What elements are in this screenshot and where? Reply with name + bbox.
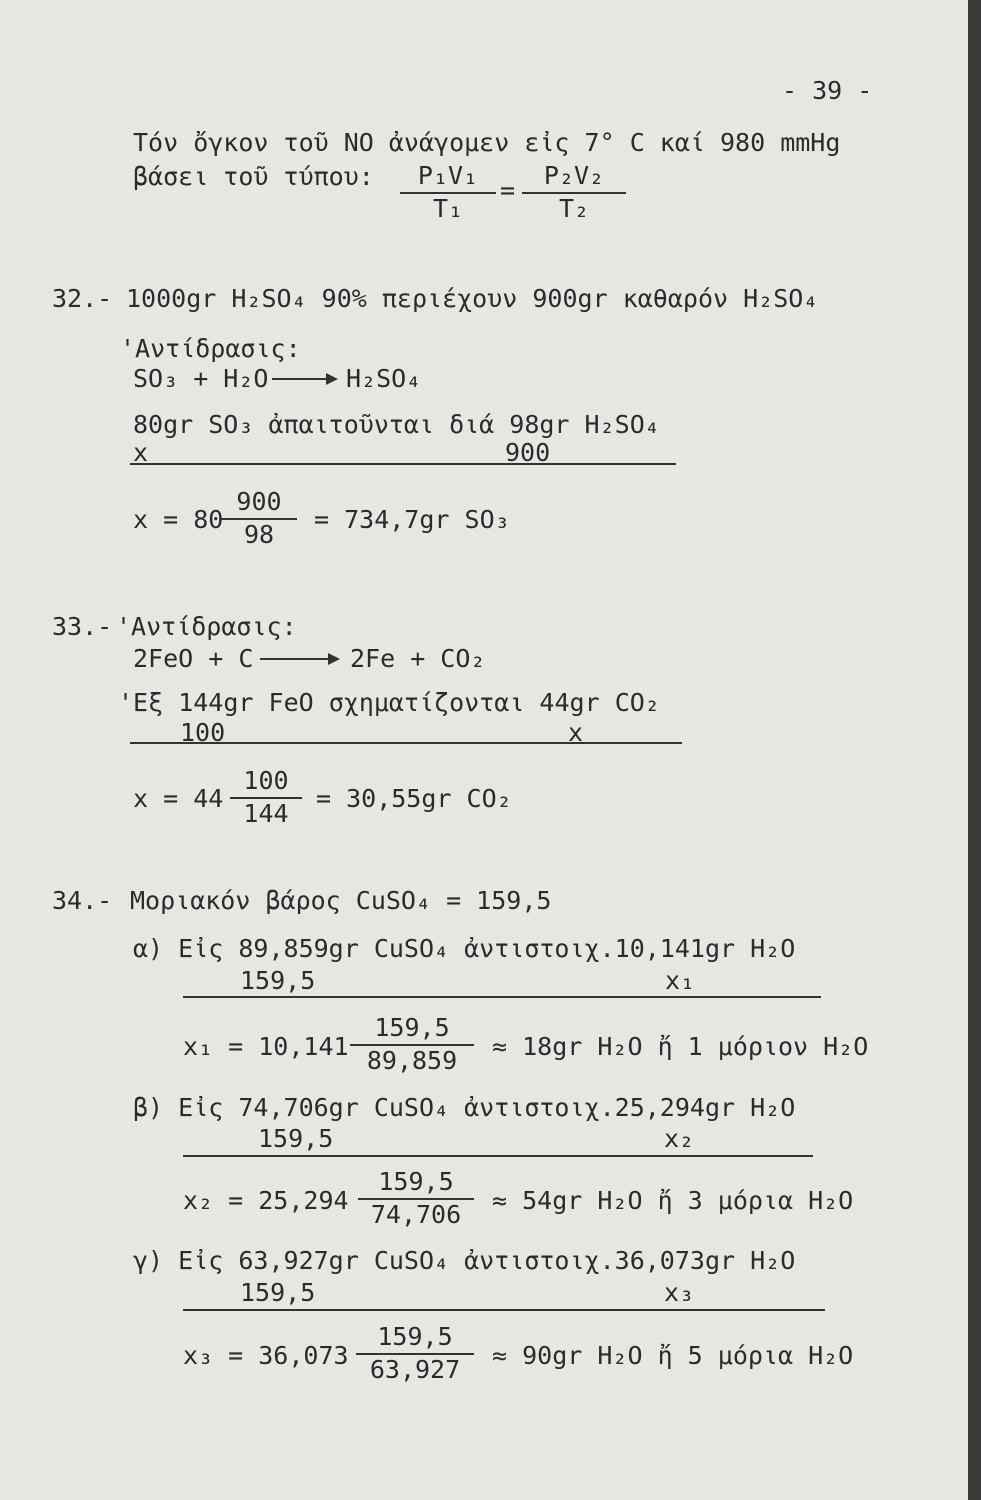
problem-34a-proportion-x: x₁ [665, 966, 696, 995]
proportion-rule [183, 1155, 813, 1157]
problem-34b-line: β) Εἰς 74,706gr CuSO₄ ἀντιστοιχ.25,294gr H₂O [133, 1093, 796, 1122]
problem-32-reaction-right: H₂SO₄ [346, 364, 422, 393]
problem-33-proportion-value: 100 [180, 718, 226, 747]
problem-34c-proportion-value: 159,5 [240, 1278, 316, 1307]
proportion-rule [130, 742, 682, 744]
problem-33-result-rhs: = 30,55gr CO₂ [316, 784, 512, 813]
gas-law-right-fraction [522, 162, 626, 223]
fraction-denominator: 98 [243, 520, 275, 549]
problem-34c-proportion-x: x₃ [664, 1278, 695, 1307]
problem-34c-fraction [356, 1323, 474, 1384]
problem-33-reaction-right: 2Fe + CO₂ [350, 644, 486, 673]
problem-32-statement: 1000gr H₂SO₄ 90% περιέχουν 900gr καθαρόν H₂SO₄ [126, 284, 819, 313]
problem-34a-fraction [350, 1014, 474, 1075]
problem-34a-result-rhs: ≈ 18gr H₂O ἤ 1 μόριον H₂O [492, 1032, 869, 1061]
intro-line-2: βάσει τοῦ τύπου: [133, 162, 374, 191]
fraction-numerator: 900 [221, 488, 297, 520]
problem-34b-fraction [358, 1168, 474, 1229]
problem-34-statement: Μοριακόν βάρος CuSO₄ = 159,5 [130, 886, 552, 915]
problem-32-proportion-value: 900 [505, 438, 551, 467]
problem-33-number: 33.- [52, 612, 113, 641]
problem-34a-line: α) Εἰς 89,859gr CuSO₄ ἀντιστοιχ.10,141gr H₂O [133, 934, 796, 963]
problem-32-reaction-label: 'Αντίδρασις: [120, 334, 301, 363]
problem-34b-result-rhs: ≈ 54gr H₂O ἤ 3 μόρια H₂O [492, 1186, 854, 1215]
fraction-denominator: 63,927 [369, 1355, 461, 1384]
equals-sign: = [500, 176, 516, 205]
problem-34b-proportion-value: 159,5 [258, 1124, 334, 1153]
problem-34a-proportion-value: 159,5 [240, 966, 316, 995]
problem-32-number: 32.- [52, 284, 113, 313]
problem-34c-line: γ) Εἰς 63,927gr CuSO₄ ἀντιστοιχ.36,073gr H₂O [133, 1246, 796, 1275]
problem-32-reaction-left: SO₃ + H₂O [133, 364, 269, 393]
proportion-rule [183, 1309, 825, 1311]
problem-34c-result-lhs: x₃ = 36,073 [183, 1341, 349, 1370]
problem-33-result-lhs: x = 44 [133, 784, 224, 813]
problem-33-reaction-left: 2FeO + C [133, 644, 254, 673]
intro-line-1: Τόν ὄγκον τοῦ NO ἀνάγομεν εἰς 7° C καί 980 mmHg [133, 128, 841, 157]
problem-32-result-rhs: = 734,7gr SO₃ [314, 505, 510, 534]
fraction-numerator: 159,5 [350, 1014, 474, 1046]
fraction-denominator: T₂ [558, 194, 590, 223]
fraction-numerator: P₂V₂ [522, 162, 626, 194]
fraction-denominator: 89,859 [366, 1046, 458, 1075]
problem-32-result-lhs: x = 80 [133, 505, 224, 534]
fraction-denominator: 74,706 [370, 1200, 462, 1229]
problem-33-proportion-x: x [568, 718, 584, 747]
proportion-rule [130, 463, 676, 465]
problem-32-fraction [221, 488, 297, 549]
fraction-numerator: P₁V₁ [400, 162, 496, 194]
gas-law-left-fraction [400, 162, 496, 223]
fraction-numerator: 159,5 [358, 1168, 474, 1200]
fraction-denominator: 144 [243, 799, 289, 828]
problem-33-fraction [230, 767, 302, 828]
reaction-arrow [272, 378, 334, 380]
proportion-rule [183, 996, 821, 998]
fraction-denominator: T₁ [432, 194, 464, 223]
problem-32-ratio: 80gr SO₃ ἀπαιτοῦνται διά 98gr H₂SO₄ [133, 410, 660, 439]
problem-34c-result-rhs: ≈ 90gr H₂O ἤ 5 μόρια H₂O [492, 1341, 854, 1370]
scan-edge [968, 0, 981, 1500]
problem-33-ratio: 'Εξ 144gr FeO σχηματίζονται 44gr CO₂ [118, 688, 660, 717]
page-number: - 39 - [782, 76, 873, 105]
problem-34b-result-lhs: x₂ = 25,294 [183, 1186, 349, 1215]
fraction-numerator: 100 [230, 767, 302, 799]
fraction-numerator: 159,5 [356, 1323, 474, 1355]
problem-32-proportion-x: x [133, 438, 149, 467]
problem-34-number: 34.- [52, 886, 113, 915]
problem-34b-proportion-x: x₂ [664, 1124, 695, 1153]
problem-34a-result-lhs: x₁ = 10,141 [183, 1032, 349, 1061]
problem-33-reaction-label: 'Αντίδρασις: [116, 612, 297, 641]
reaction-arrow [260, 658, 336, 660]
